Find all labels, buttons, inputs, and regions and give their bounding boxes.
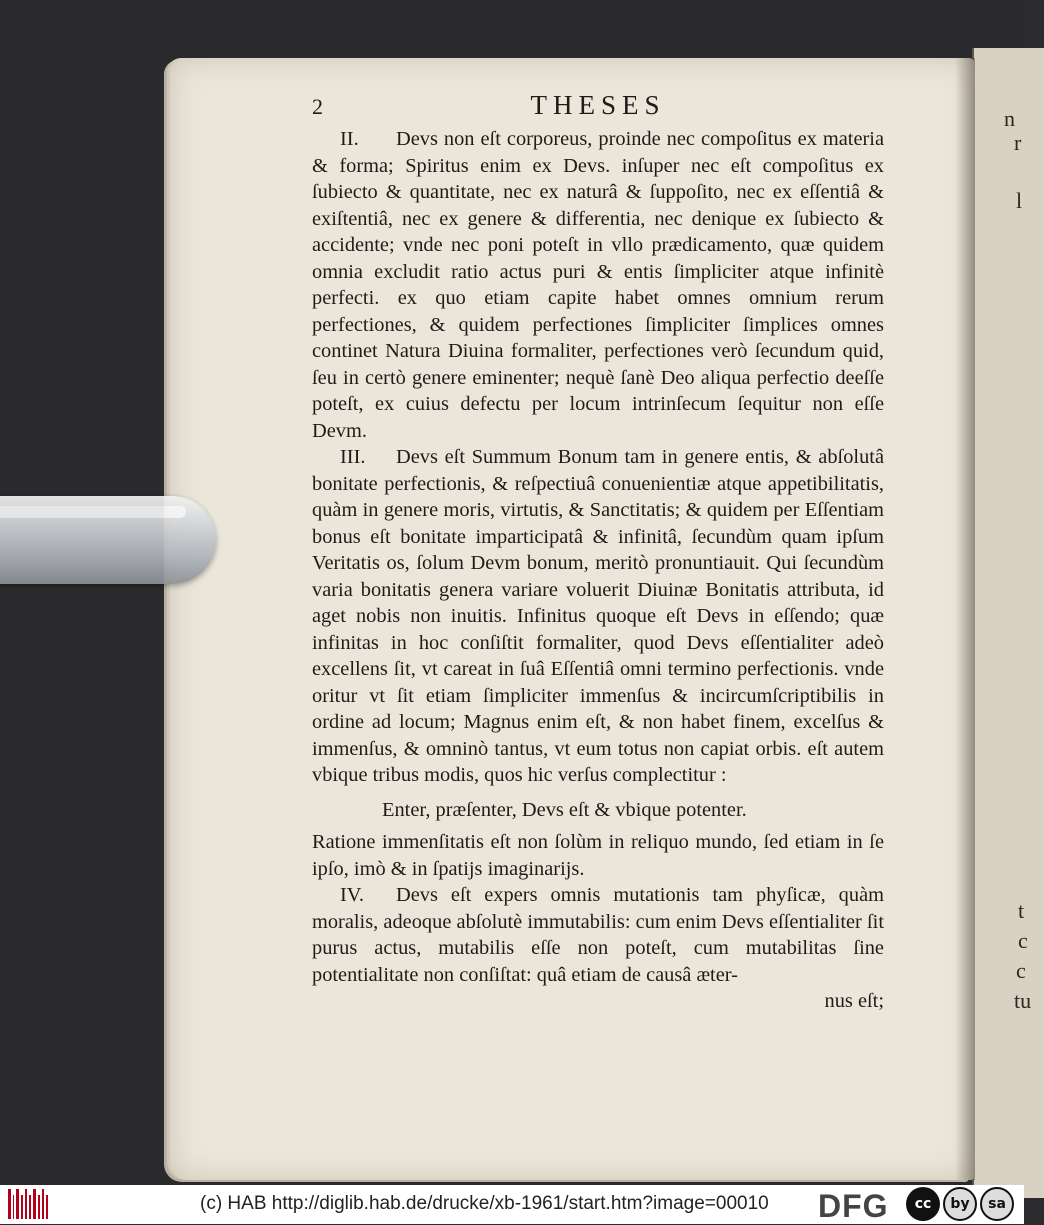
thesis-text: Devs non eſt corporeus, proinde nec compoſitus ex materia & forma; Spiritus enim ex Devs. inſuper nec eſt compoſitus ex ſubiecto & quantitate, nec ex naturâ & ſuppoſito, nec ex eſſentiâ & exiſtentiâ, nec ex genere & differentia, nec denique ex ſubiecto & accidente; vnde nec poni poteſt in vllo prædicamento, quæ quidem omnia excludit ratio actus puri & entis ſimpliciter atque infinitè perfecti. ex quo etiam capite habet omnes omnium rerum perfectiones, & quidem perfectiones ſimpliciter ſimplices omnes continet Natura Diuina formaliter, perfectiones verò ſecundum quid, ſeu in certò genere eminenter; nequè ſanè Deo aliqua perfectio deeſſe poteſt, ex cuius defectu per locum intrinſecum ſequitur non eſſe Devm.	[312, 128, 884, 442]
viewer-footer	[0, 1185, 1024, 1224]
by-icon: by	[943, 1187, 977, 1221]
copyright-link[interactable]: (c) HAB http://diglib.hab.de/drucke/xb-1961/start.htm?image=00010	[200, 1193, 769, 1214]
catchword: nus eſt;	[824, 990, 884, 1012]
facing-page-fragment: t	[1018, 898, 1025, 923]
running-head: THESES	[530, 90, 666, 120]
facing-page-fragment: c	[1016, 958, 1026, 983]
thesis-text: Devs eſt Summum Bonum tam in genere entis, & abſolutâ bonitate perfectionis, & reſpectiuâ conuenientiæ atque appetibilitatis, quàm in genere moris, virtutis, & Sanctitatis; & quidem per Eſſentiam bonus eſt bonitate imparticipatâ & infinitâ, ſecundùm quam ipſum Veritatis os, ſolum Devm bonum, meritò pronuntiauit. Qui ſecundùm varia bonitatis genera variare voluerit Diuinæ Bonitatis attributa, id aget nobis non inuitis. Infinitus quoque eſt Devs in eſſendo; quæ infinitas in hoc conſiſtit formaliter, quod Devs eſſentialiter adeò excellens ſit, vt careat in ſuâ Eſſentiâ omni termino perfectionis. vnde oritur vt ſit etiam ſimpliciter immenſus & incircumſcriptibilis in ordine ad locum; Magnus enim eſt, & non habet finem, excelſus & immenſus, & omninò tantus, vt eum totus non capiat orbis. eſt autem vbique tribus modis, quos hic verſus complectitur :	[312, 446, 884, 786]
folio-number: 2	[312, 94, 323, 119]
thesis-paragraph	[312, 444, 884, 789]
hab-barcode-logo	[8, 1189, 48, 1219]
verse-line: Enter, præſenter, Devs eſt & vbique potenter.	[382, 798, 747, 821]
facing-page-fragment: tu	[1014, 988, 1032, 1013]
cc-icon: cc	[906, 1187, 940, 1221]
page-header	[312, 92, 884, 126]
dfg-logo: DFG	[818, 1188, 889, 1224]
license-badges[interactable]	[906, 1187, 1014, 1221]
page-holder-clip	[0, 496, 216, 584]
thesis-number: IV.	[340, 884, 364, 906]
thesis-number: III.	[340, 446, 366, 468]
facing-page-edge	[972, 48, 1044, 1198]
facing-page-fragment: c	[1018, 928, 1028, 953]
facing-page-fragment: l	[1016, 188, 1023, 213]
thesis-paragraph	[312, 882, 884, 988]
page-text-block	[312, 92, 884, 1015]
continuation-text: Ratione immenſitatis eſt non ſolùm in reliquo mundo, ſed etiam in ſe ipſo, imò & in ſpatijs imaginarijs.	[312, 831, 884, 880]
sa-icon: sa	[980, 1187, 1014, 1221]
facing-page-fragment: r	[1014, 130, 1022, 155]
thesis-number: II.	[340, 128, 359, 150]
thesis-text: Devs eſt expers omnis mutationis tam phyſicæ, quàm moralis, adeoque abſolutè immutabilis: cum enim Devs eſſentialiter ſit purus actus, mutabilis eſſe non poteſt, cum mutabilitas ſine potentialitate non conſiſtat: quâ etiam de causâ æter-	[312, 884, 884, 986]
facing-page-fragment: n	[1004, 106, 1015, 131]
gutter-shadow	[955, 58, 975, 1180]
thesis-paragraph	[312, 126, 884, 444]
